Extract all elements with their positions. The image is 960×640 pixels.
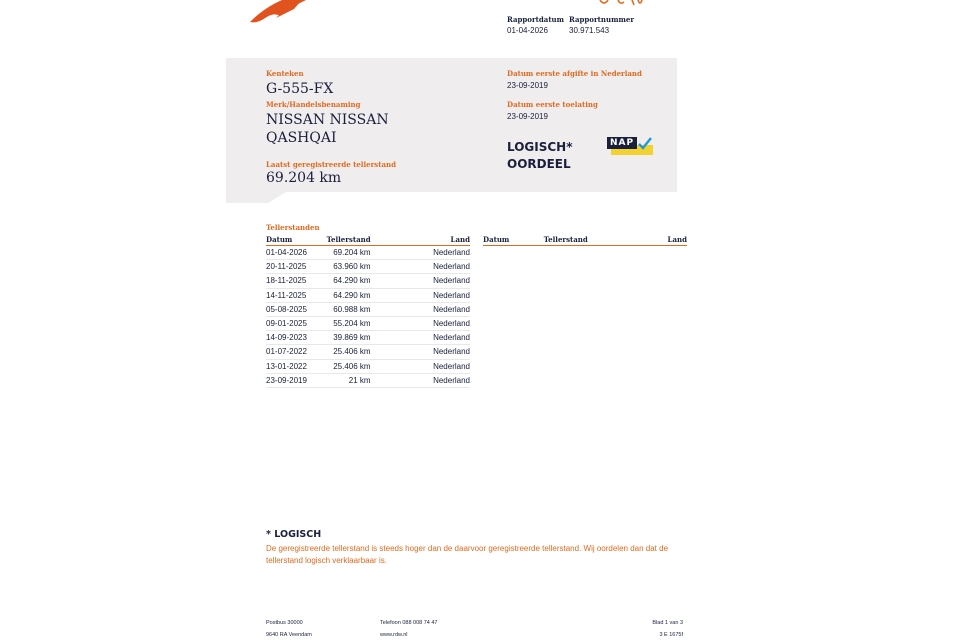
make-value-line2: QASHQAI	[266, 130, 337, 146]
table-row	[266, 288, 470, 302]
make-label: Merk/Handelsbenaming	[266, 100, 361, 109]
reading-date: 14-09-2023	[266, 331, 327, 345]
reading-odometer: 39.869 km	[327, 331, 371, 345]
verdict-line2: OORDEEL	[507, 157, 571, 171]
col-odometer-header: Tellerstand	[326, 235, 371, 244]
rdw-logo-icon	[246, 0, 312, 26]
reading-date: 01-04-2026	[266, 246, 327, 260]
reading-odometer: 60.988 km	[327, 302, 371, 316]
plate-value: G-555-FX	[266, 81, 334, 97]
col-date-header: Datum	[266, 235, 327, 246]
table-row	[266, 316, 470, 330]
reading-date: 20-11-2025	[266, 260, 327, 274]
readings-table-right	[483, 235, 687, 246]
note-text-line2: tellerstand logisch verklaarbaar is.	[266, 556, 387, 565]
last-odometer-value: 69.204 km	[266, 170, 342, 186]
reading-odometer: 64.290 km	[327, 288, 371, 302]
table-row	[266, 345, 470, 359]
report-date-label: Rapportdatum	[507, 15, 565, 24]
table-row	[266, 331, 470, 345]
reading-date: 13-01-2022	[266, 359, 327, 373]
nap-logo-icon	[607, 137, 653, 155]
check-icon	[637, 137, 653, 151]
table-row	[266, 274, 470, 288]
table-row	[266, 373, 470, 387]
vehicle-panel-tab	[226, 192, 286, 203]
table-row	[266, 246, 470, 260]
footer-web[interactable]: www.rdw.nl	[380, 632, 408, 638]
reading-country: Nederland	[371, 345, 470, 359]
report-date-value: 01-04-2026	[507, 26, 548, 35]
reading-odometer: 63.960 km	[327, 260, 371, 274]
reading-odometer: 25.406 km	[327, 359, 371, 373]
reading-date: 23-09-2019	[266, 373, 327, 387]
reading-date: 01-07-2022	[266, 345, 327, 359]
report-number-label: Rapportnummer	[569, 15, 635, 24]
plate-label: Kenteken	[266, 69, 304, 78]
reading-date: 18-11-2025	[266, 274, 327, 288]
footer-page: Blad 1 van 3	[652, 620, 683, 626]
footer-postbus: Postbus 30000	[266, 620, 303, 626]
first-nl-label: Datum eerste afgifte in Nederland	[507, 69, 642, 78]
readings-table	[266, 235, 470, 388]
col-date-header-right: Datum	[483, 235, 544, 246]
col-country-header: Land	[371, 235, 470, 246]
reading-odometer: 25.406 km	[327, 345, 371, 359]
footer-code: 3 E 1675f	[659, 632, 683, 638]
table-row	[266, 302, 470, 316]
reading-country: Nederland	[371, 359, 470, 373]
reading-country: Nederland	[371, 288, 470, 302]
footer-city: 9640 RA Veendam	[266, 632, 312, 638]
reading-odometer: 64.290 km	[327, 274, 371, 288]
reading-odometer: 55.204 km	[327, 316, 371, 330]
footer-phone: Telefoon 088 008 74 47	[380, 620, 438, 626]
note-text-line1: De geregistreerde tellerstand is steeds hoger dan de daarvoor geregistreerde tellerstand. Wij oordelen dan dat de	[266, 544, 669, 553]
readings-title: Tellerstanden	[266, 223, 320, 232]
first-nl-value: 23-09-2019	[507, 81, 548, 90]
reading-odometer: 21 km	[327, 373, 371, 387]
last-odometer-label: Laatst geregistreerde tellerstand	[266, 160, 396, 169]
col-country-header-right: Land	[588, 235, 687, 246]
reading-country: Nederland	[371, 246, 470, 260]
reading-country: Nederland	[371, 260, 470, 274]
reading-date: 05-08-2025	[266, 302, 327, 316]
reading-country: Nederland	[371, 373, 470, 387]
reading-odometer: 69.204 km	[327, 246, 371, 260]
table-row	[266, 260, 470, 274]
heading-fragment	[598, 0, 644, 6]
reading-country: Nederland	[371, 316, 470, 330]
first-admission-value: 23-09-2019	[507, 112, 548, 121]
reading-date: 09-01-2025	[266, 316, 327, 330]
col-odometer-header-right: Tellerstand	[543, 235, 588, 244]
nap-logo-text: NAP	[607, 137, 637, 149]
note-title: * LOGISCH	[266, 529, 322, 540]
make-value-line1: NISSAN NISSAN	[266, 112, 389, 128]
reading-country: Nederland	[371, 302, 470, 316]
reading-country: Nederland	[371, 331, 470, 345]
reading-date: 14-11-2025	[266, 288, 327, 302]
verdict-line1: LOGISCH*	[507, 140, 573, 154]
first-admission-label: Datum eerste toelating	[507, 100, 598, 109]
reading-country: Nederland	[371, 274, 470, 288]
report-number-value: 30.971.543	[569, 26, 610, 35]
table-row	[266, 359, 470, 373]
